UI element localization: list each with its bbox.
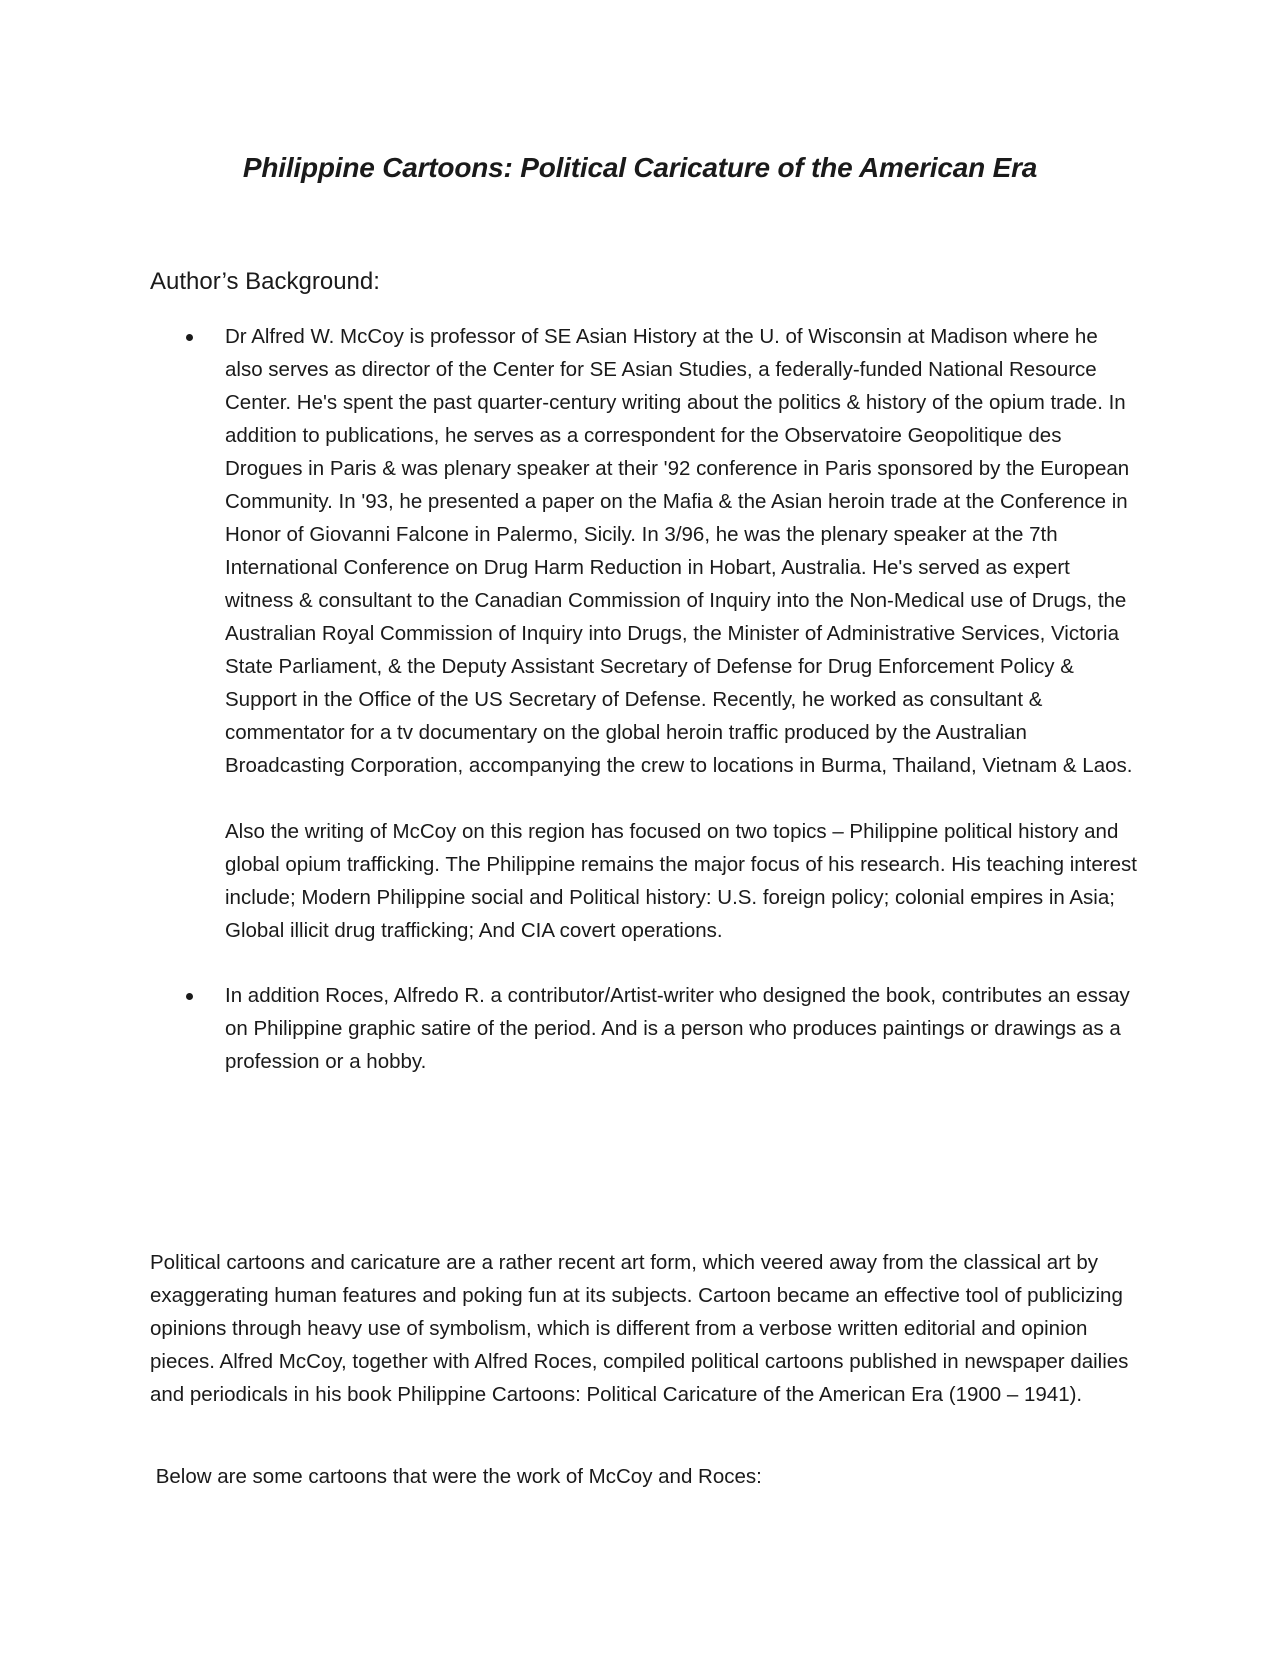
bullet-icon	[186, 334, 193, 341]
section-heading: Author’s Background:	[150, 268, 380, 295]
closing-line: Below are some cartoons that were the work of McCoy and Roces:	[150, 1465, 762, 1488]
author-bullet-list	[150, 320, 1140, 1078]
bullet-paragraph: In addition Roces, Alfredo R. a contributor/Artist-writer who designed the book, contributes an essay on Philippine graphic satire of the period. And is a person who produces paintings or drawings as a profession or a hobby.	[225, 984, 1130, 1073]
bullet-paragraph: Also the writing of McCoy on this region has focused on two topics – Philippine political history and global opium trafficking. The Philippine remains the major focus of his research. His teaching interest include; Modern Philippine social and Political history: U.S. foreign policy; colonial empires in Asia; Global illicit drug trafficking; And CIA covert operations.	[225, 820, 1137, 942]
body-paragraph: Political cartoons and caricature are a rather recent art form, which veered away from the classical art by exaggerating human features and poking fun at its subjects. Cartoon became an effective tool of publicizing opinions through heavy use of symbolism, which is different from a verbose written editorial and opinion pieces. Alfred McCoy, together with Alfred Roces, compiled political cartoons published in newspaper dailies and periodicals in his book Philippine Cartoons: Political Caricature of the American Era (1900 – 1941).	[150, 1251, 1129, 1406]
bullet-icon	[186, 993, 193, 1000]
list-item	[150, 979, 1140, 1078]
bullet-paragraph: Dr Alfred W. McCoy is professor of SE Asian History at the U. of Wisconsin at Madison where he also serves as director of the Center for SE Asian Studies, a federally-funded National Resource Center. He's spent the past quarter-century writing about the politics & history of the opium trade. In addition to publications, he serves as a correspondent for the Observatoire Geopolitique des Drogues in Paris & was plenary speaker at their '92 conference in Paris sponsored by the European Community. In '93, he presented a paper on the Mafia & the Asian heroin trade at the Conference in Honor of Giovanni Falcone in Palermo, Sicily. In 3/96, he was the plenary speaker at the 7th International Conference on Drug Harm Reduction in Hobart, Australia. He's served as expert witness & consultant to the Canadian Commission of Inquiry into the Non-Medical use of Drugs, the Australian Royal Commission of Inquiry into Drugs, the Minister of Administrative Services, Victoria State Parliament, & the Deputy Assistant Secretary of Defense for Drug Enforcement Policy & Support in the Office of the US Secretary of Defense. Recently, he worked as consultant & commentator for a tv documentary on the global heroin traffic produced by the Australian Broadcasting Corporation, accompanying the crew to locations in Burma, Thailand, Vietnam & Laos.	[225, 325, 1133, 777]
document-title: Philippine Cartoons: Political Caricature of the American Era	[242, 152, 1038, 183]
list-item	[150, 320, 1140, 947]
